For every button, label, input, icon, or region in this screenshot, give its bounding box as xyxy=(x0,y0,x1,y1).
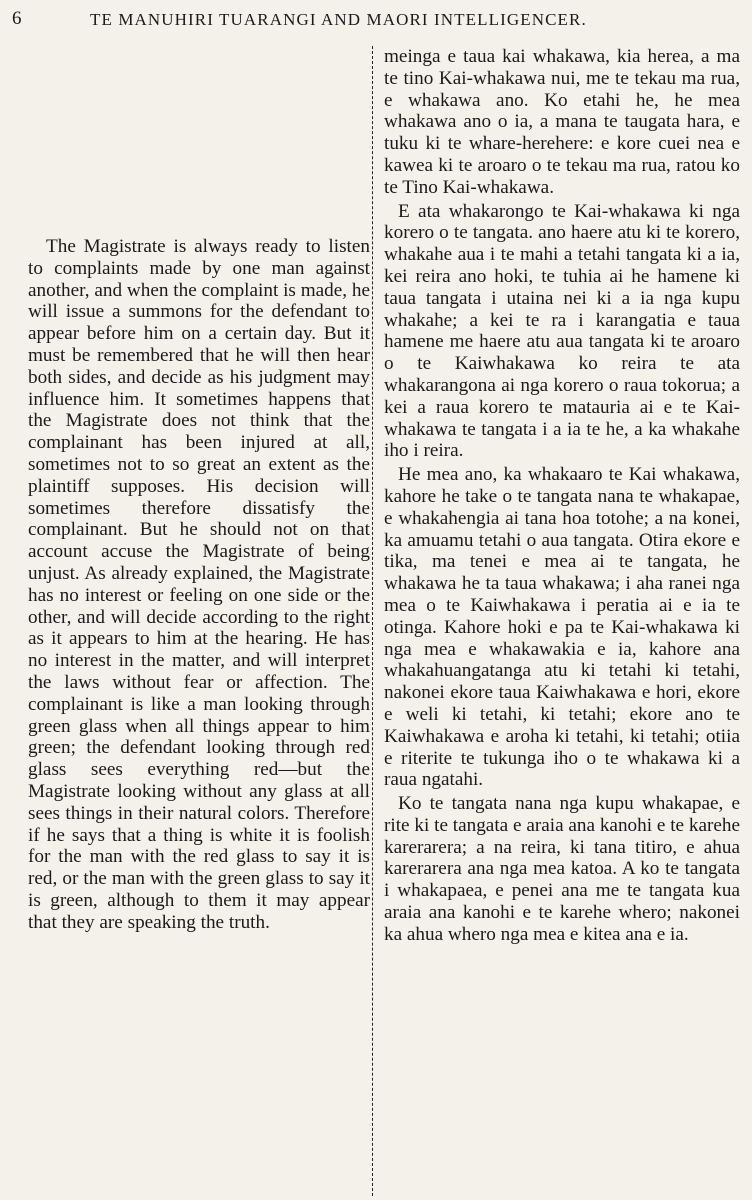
column-divider xyxy=(372,46,373,1196)
maori-column xyxy=(384,46,740,948)
maori-paragraph: meinga e taua kai whakawa, kia herea, a ma te tino Kai-whakawa nui, me te tekau ma rua, e whakawa ano. Ko etahi he, he mea whakawa ano o ia, a mana te taugata hara, e tuku ki te whare-herehere: e kore cuei nea e kawea ki te aroaro o te tekau ma rua, ratou ko te Tino Kai-whakawa. xyxy=(384,46,740,198)
maori-paragraph: E ata whakarongo te Kai-whakawa ki nga korero o te tangata. ano haere atu ki te korero, whakahe aua i te mahi a tetahi tangata ki a ia, kei reira ano hoki, te tuhia ai he hamene ki taua tangata i utaina nei ki a ia nga kupu whakahe; a kei te ra i karangatia e taua hamene me haere atu aua tangata ki te aroaro o te Kaiwhakawa ko reira te ata whakarangona ai nga korero o raua tokorua; a kei a raua korero te matauria ai e te Kai-whakawa te tangata i a ia te he, a ka whakahe iho i reira. xyxy=(384,200,740,462)
maori-paragraph: He mea ano, ka whakaaro te Kai whakawa, kahore he take o te tangata nana te whakapae, e whakahengia ai tana hoa totohe; a na konei, ka amuamu tetahi o aua tangata. Otira ekore e tika, ma tenei e mea ai te tangata, he whakawa he ta taua whakawa; i aha ranei nga mea o te Kaiwhakawa i peratia ai e ia te otinga. Kahore hoki e pa te Kai-whakawa ki nga mea e whakawakia e ia, kahore ana whakahuangatanga atu ki tetahi ki tetahi, nakonei ekore taua Kaiwhakawa e hori, ekore e weli ki tetahi, ki tetahi; ekore ano te Kaiwhakawa e aroha ki tetahi, ki tetahi; otiia e riterite te tukunga iho o te whakawa ki a raua ngatahi. xyxy=(384,464,740,791)
english-column xyxy=(28,236,370,938)
english-paragraph: The Magistrate is always ready to listen to complaints made by one man against another, and when the complaint is made, he will issue a summons for the defendant to appear before him on a certain day. But it must be remembered that he will then hear both sides, and decide as his judgment may influence him. It sometimes happens that the Magistrate does not think that the complainant has been injured at all, sometimes not to so great an extent as the plaintiff supposes. His decision will sometimes therefore dissatisfy the complainant. But he should not on that account accuse the Magistrate of being unjust. As already explained, the Magistrate has no interest or feeling on one side or the other, and will decide according to the right as it appears to him at the hearing. He has no interest in the matter, and will interpret the laws without fear or affection. The complainant is like a man looking through green glass when all things appear to him green; the defendant looking through red glass sees everything red—but the Magistrate looking without any glass at all sees things in their natural colors. Therefore if he says that a thing is white it is foolish for the man with the red glass to say it is red, or the man with the green glass to say it is green, although to them it may appear that they are speaking the truth. xyxy=(28,236,370,933)
page-number: 6 xyxy=(12,8,22,29)
running-title: TE MANUHIRI TUARANGI AND MAORI INTELLIGENCER. xyxy=(90,10,587,29)
page-header xyxy=(0,6,752,34)
maori-paragraph: Ko te tangata nana nga kupu whakapae, e rite ki te tangata e araia ana kanohi e te karehe karerarera; a na reira, ki tana titiro, e ahua karerarera ana nga mea katoa. A ko te tangata i whakapaea, e penei ana me te tangata kua araia ana kanohi e te karehe whero; nakonei ka ahua whero nga mea e kitea ana e ia. xyxy=(384,793,740,945)
